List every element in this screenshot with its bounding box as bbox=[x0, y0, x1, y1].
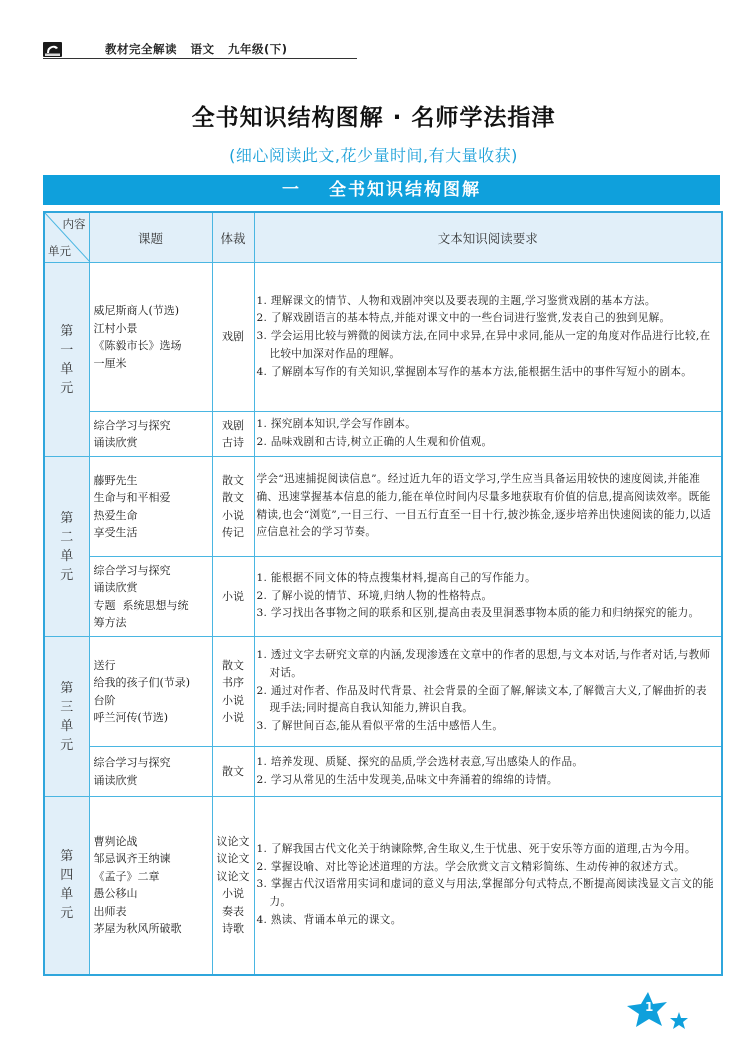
topic: 综合学习与探究 bbox=[93, 563, 171, 577]
requirements-cell bbox=[254, 412, 722, 457]
genre: 书序 bbox=[222, 676, 244, 689]
genre: 戏剧 bbox=[222, 330, 244, 344]
topic: 生命与和平相爱 bbox=[93, 491, 171, 504]
topic: 威尼斯商人(节选) bbox=[93, 304, 180, 317]
topics-cell bbox=[89, 747, 212, 797]
unit-char: 元 bbox=[60, 737, 74, 753]
genre-cell bbox=[212, 797, 254, 975]
unit-cell bbox=[44, 457, 89, 637]
topic: 曹刿论战 bbox=[93, 834, 138, 848]
topics-cell bbox=[89, 637, 212, 747]
column-header-requirements: 文本知识阅读要求 bbox=[254, 212, 722, 263]
genre: 小说 bbox=[222, 508, 244, 522]
topic: 给我的孩子们(节录) bbox=[93, 676, 191, 689]
requirements-cell bbox=[254, 263, 722, 412]
topic: 愚公移山 bbox=[93, 887, 138, 901]
dragon-logo-icon bbox=[43, 42, 62, 57]
topic: 藤野先生 bbox=[93, 473, 138, 487]
unit-cell bbox=[44, 263, 89, 457]
requirement-item: 2. 了解小说的情节、环境,归纳人物的性格特点。 bbox=[256, 589, 493, 602]
genre: 散文 bbox=[222, 491, 244, 504]
requirement-item: 2. 学习从常见的生活中发现美,品味文中奔涌着的绵绵的诗情。 bbox=[256, 773, 558, 786]
requirement-item: 4. 了解剧本写作的有关知识,掌握剧本写作的基本方法,能根据生活中的事件写短小的剧本。 bbox=[256, 365, 693, 378]
requirements-cell bbox=[254, 797, 722, 975]
unit-char: 单 bbox=[60, 361, 74, 377]
requirement-item: 4. 熟读、背诵本单元的课文。 bbox=[256, 913, 402, 926]
genre: 散文 bbox=[222, 473, 244, 487]
requirement-item: 1. 能根据不同文体的特点搜集材料,提高自己的写作能力。 bbox=[256, 571, 536, 584]
table-row bbox=[44, 797, 722, 975]
running-header bbox=[43, 40, 357, 59]
unit-char: 四 bbox=[60, 868, 74, 884]
genre: 古诗 bbox=[222, 436, 244, 449]
requirement-item: 1. 理解课文的情节、人物和戏剧冲突以及要表现的主题,学习鉴赏戏剧的基本方法。 bbox=[256, 294, 656, 307]
requirements-cell bbox=[254, 637, 722, 747]
unit-char: 第 bbox=[60, 323, 74, 339]
topic: 享受生活 bbox=[93, 526, 138, 539]
unit-char: 单 bbox=[60, 548, 74, 564]
unit-char: 单 bbox=[60, 887, 74, 903]
requirement-item: 3. 学会运用比较与辨微的阅读方法,在同中求异,在异中求同,能从一定的角度对作品进行比较,在比较中加深对作品的理解。 bbox=[256, 330, 711, 360]
requirement-item: 2. 掌握设喻、对比等论述道理的方法。学会欣赏文言文精彩简练、生动传神的叙述方式。 bbox=[256, 860, 685, 873]
requirement-item: 1. 了解我国古代文化关于纳谏除弊,舍生取义,生于忧患、死于安乐等方面的道理,古为今用。 bbox=[256, 842, 696, 855]
genre-cell bbox=[212, 557, 254, 637]
genre: 奏表 bbox=[222, 904, 244, 918]
table-row bbox=[44, 457, 722, 557]
requirements-cell bbox=[254, 747, 722, 797]
publisher-logo bbox=[43, 42, 62, 57]
topic: 送行 bbox=[93, 658, 116, 672]
running-head-text: 教材完全解读 语文 九年级(下) bbox=[105, 42, 288, 56]
topics-cell bbox=[89, 457, 212, 557]
genre: 散文 bbox=[222, 658, 244, 672]
genre-cell bbox=[212, 263, 254, 412]
genre: 小说 bbox=[222, 589, 244, 603]
topic: 邹忌讽齐王纳谏 bbox=[93, 852, 171, 866]
unit-char: 第 bbox=[60, 510, 74, 526]
table-row bbox=[44, 747, 722, 797]
column-header-topic: 课题 bbox=[89, 212, 212, 263]
requirement-item: 1. 培养发现、质疑、探究的品质,学会选材表意,写出感染人的作品。 bbox=[256, 755, 584, 768]
unit-char: 第 bbox=[60, 680, 74, 696]
unit-char: 元 bbox=[60, 906, 74, 922]
genre-cell bbox=[212, 637, 254, 747]
table-row bbox=[44, 557, 722, 637]
topic: 综合学习与探究 bbox=[93, 756, 171, 769]
topic: 《陈毅市长》选场 bbox=[93, 339, 182, 352]
unit-char: 三 bbox=[60, 699, 74, 715]
unit-char: 一 bbox=[60, 342, 74, 358]
topic: 诵读欣赏 bbox=[93, 436, 138, 449]
genre: 议论文 bbox=[216, 834, 250, 848]
requirement-item: 2. 了解戏剧语言的基本特点,并能对课文中的一些台词进行鉴赏,发表自己的独到见解。 bbox=[256, 312, 671, 325]
table-header-row bbox=[44, 212, 722, 263]
genre: 小说 bbox=[222, 693, 244, 707]
topics-cell bbox=[89, 797, 212, 975]
topic: 江村小景 bbox=[93, 321, 138, 335]
topic: 综合学习与探究 bbox=[93, 418, 171, 432]
genre: 传记 bbox=[222, 526, 244, 539]
requirement-item: 2. 品味戏剧和古诗,树立正确的人生观和价值观。 bbox=[256, 436, 493, 448]
section-label: 全书知识结构图解 bbox=[329, 180, 481, 200]
section-banner bbox=[43, 175, 720, 205]
topic: 诵读欣赏 bbox=[93, 773, 138, 787]
genre: 戏剧 bbox=[222, 418, 244, 432]
requirement-item: 3. 了解世间百态,能从看似平常的生活中感悟人生。 bbox=[256, 720, 504, 733]
requirement-paragraph: 学会“迅速捕捉阅读信息”。经过近九年的语文学习,学生应当具备运用较快的速度阅读,并能准确、迅速掌握基本信息的能力,能在单位时间内尽量多地获取有价值的信息,提高阅读效率。既能精读,也会“浏览”,一目三行、一目五行直至一目十行,披沙拣金,逐步培养出快速阅读的能力,以适应信息社会的学习节奏。 bbox=[256, 472, 712, 539]
genre: 小说 bbox=[222, 711, 244, 724]
topic: 专题 系统思想与统 bbox=[93, 598, 189, 612]
genre: 议论文 bbox=[216, 852, 250, 866]
unit-cell bbox=[44, 797, 89, 975]
unit-char: 第 bbox=[60, 849, 74, 865]
requirement-item: 3. 掌握古代汉语常用实词和虚词的意义与用法,掌握部分句式特点,不断提高阅读浅显文言文的能力。 bbox=[256, 878, 714, 909]
star-icon bbox=[624, 990, 694, 1035]
table-row bbox=[44, 637, 722, 747]
requirement-item: 3. 学习找出各事物之间的联系和区别,提高由表及里洞悉事物本质的能力和归纳探究的能力。 bbox=[256, 607, 700, 620]
diag-content-label: 内容 bbox=[62, 217, 86, 231]
genre-cell bbox=[212, 412, 254, 457]
topic: 出师表 bbox=[93, 904, 127, 918]
topic: 呼兰河传(节选) bbox=[93, 711, 169, 724]
unit-cell bbox=[44, 637, 89, 797]
topic: 《孟子》二章 bbox=[93, 869, 160, 883]
requirement-item: 2. 通过对作者、作品及时代背景、社会背景的全面了解,解读文本,了解微言大义,了解曲折的表现手法;同时提高自我认知能力,辨识自我。 bbox=[256, 684, 707, 715]
knowledge-structure-table bbox=[43, 211, 723, 976]
genre-cell bbox=[212, 747, 254, 797]
unit-char: 单 bbox=[60, 718, 74, 734]
section-number: 一 bbox=[282, 180, 301, 200]
requirements-cell bbox=[254, 557, 722, 637]
genre: 议论文 bbox=[216, 869, 250, 883]
topic: 台阶 bbox=[93, 693, 116, 707]
topic: 诵读欣赏 bbox=[93, 581, 138, 594]
unit-char: 二 bbox=[60, 529, 74, 545]
diag-unit-label: 单元 bbox=[48, 244, 71, 258]
requirements-cell bbox=[254, 457, 722, 557]
page-subtitle: (细心阅读此文,花少量时间,有大量收获) bbox=[229, 146, 518, 165]
genre: 诗歌 bbox=[222, 922, 244, 936]
topics-cell bbox=[89, 263, 212, 412]
topic: 茅屋为秋风所破歌 bbox=[93, 922, 182, 936]
page-title: 全书知识结构图解 · 名师学法指津 bbox=[191, 105, 556, 131]
unit-char: 元 bbox=[60, 567, 74, 583]
unit-char: 元 bbox=[60, 380, 74, 396]
genre: 散文 bbox=[222, 764, 244, 778]
page-number: 1 bbox=[645, 1000, 654, 1014]
table-row bbox=[44, 412, 722, 457]
page-number-badge bbox=[624, 990, 694, 1039]
diagonal-header-cell bbox=[44, 212, 89, 263]
genre: 小说 bbox=[222, 887, 244, 901]
requirement-item: 1. 透过文字去研究文章的内涵,发现渗透在文章中的作者的思想,与文本对话,与作者对话,与教师对话。 bbox=[256, 649, 711, 679]
topic: 一厘米 bbox=[93, 356, 127, 370]
table-row bbox=[44, 263, 722, 412]
topics-cell bbox=[89, 557, 212, 637]
requirement-item: 1. 探究剧本知识,学会写作剧本。 bbox=[256, 418, 417, 431]
topic: 热爱生命 bbox=[93, 508, 138, 522]
topic: 筹方法 bbox=[93, 616, 127, 629]
column-header-genre: 体裁 bbox=[212, 212, 254, 263]
topics-cell bbox=[89, 412, 212, 457]
genre-cell bbox=[212, 457, 254, 557]
